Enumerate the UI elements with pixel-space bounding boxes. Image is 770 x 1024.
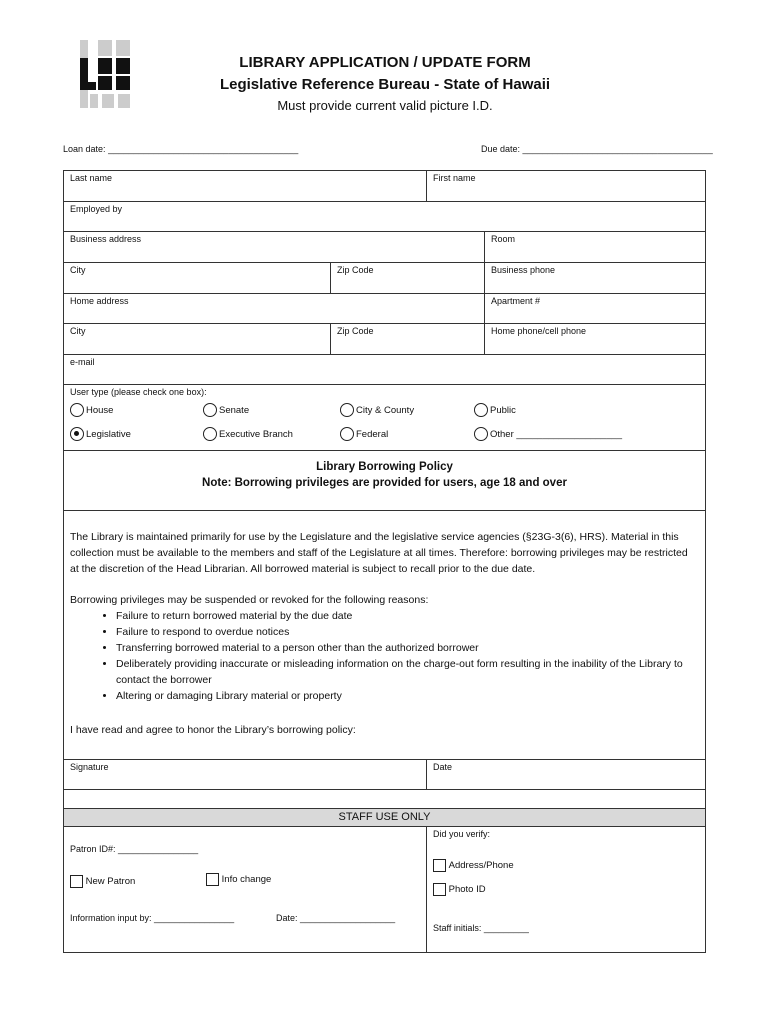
user-type-senate[interactable]: Senate xyxy=(203,403,249,417)
list-item: • Altering or damaging Library material or property xyxy=(116,688,699,704)
radio-city-county[interactable] xyxy=(340,403,354,417)
user-type-other[interactable]: Other ____________________ xyxy=(474,427,622,441)
signature-row xyxy=(64,760,705,790)
id-requirement: Must provide current valid picture I.D. xyxy=(277,98,493,113)
radio-public[interactable] xyxy=(474,403,488,417)
patron-id-field[interactable]: Patron ID#: ________________ xyxy=(70,844,199,854)
loan-date-line[interactable]: ______________________________________ xyxy=(108,144,299,154)
home-zip-field[interactable]: Zip Code xyxy=(330,324,484,354)
first-name-field[interactable]: First name xyxy=(426,171,705,201)
policy-paragraph: The Library is maintained primarily for use by the Legislature and the legislative service agencies (§23G-3(6), HRS). Material in this collection must be available to the members and staff of the Legislature at all times. Therefore: borrowing privileges may be restricted at the discretion of the Head Librarian. All borrowed material is subject to recall prior to the due date. xyxy=(70,531,688,575)
policy-header-row xyxy=(64,451,705,511)
loan-date[interactable] xyxy=(63,144,298,154)
employer-row xyxy=(64,202,705,232)
info-change-option[interactable]: Info change xyxy=(206,873,271,886)
checkbox-info-change[interactable] xyxy=(206,873,219,886)
home-address-field[interactable]: Home address xyxy=(70,296,129,306)
business-city-field[interactable]: City xyxy=(70,265,86,275)
list-item: • Deliberately providing inaccurate or misleading information on the charge-out form resulting in the inability of the Library to contact the borrower xyxy=(116,656,699,688)
form-subtitle: Legislative Reference Bureau - State of Hawaii xyxy=(219,76,551,93)
email-field[interactable]: e-mail xyxy=(70,357,95,367)
user-type-public[interactable]: Public xyxy=(474,403,516,417)
staff-left xyxy=(64,827,426,952)
business-city-row xyxy=(64,263,705,294)
list-item: • Failure to return borrowed material by the due date xyxy=(116,608,699,624)
home-city-row xyxy=(64,324,705,355)
policy-age-note: Note: Borrowing privileges are provided for users, age 18 and over xyxy=(202,477,567,489)
policy-reasons-intro: Borrowing privileges may be suspended or revoked for the following reasons: xyxy=(70,594,429,606)
home-address-row xyxy=(64,294,705,324)
apartment-field[interactable]: Apartment # xyxy=(484,294,705,323)
radio-federal[interactable] xyxy=(340,427,354,441)
new-patron-option[interactable]: New Patron xyxy=(70,875,135,888)
signature-field[interactable]: Signature xyxy=(70,762,109,772)
due-date[interactable] xyxy=(481,144,713,154)
due-date-label: Due date: xyxy=(481,144,521,154)
home-city-field[interactable]: City xyxy=(70,326,86,336)
verify-address-option[interactable]: Address/Phone xyxy=(433,859,514,872)
staff-section xyxy=(64,827,705,952)
list-item: • Transferring borrowed material to a person other than the authorized borrower xyxy=(116,640,699,656)
staff-use-heading: STAFF USE ONLY xyxy=(64,809,705,827)
policy-agreement: I have read and agree to honor the Library’s borrowing policy: xyxy=(70,724,356,736)
input-by-field[interactable]: Information input by: ________________ xyxy=(70,913,235,923)
user-type-federal[interactable]: Federal xyxy=(340,427,388,441)
name-row xyxy=(64,171,705,202)
user-type-legislative[interactable]: Legislative xyxy=(70,427,131,441)
checkbox-address-phone[interactable] xyxy=(433,859,446,872)
employed-by-field[interactable]: Employed by xyxy=(70,204,123,214)
radio-senate[interactable] xyxy=(203,403,217,417)
user-type-row xyxy=(64,385,705,451)
last-name-field[interactable]: Last name xyxy=(70,173,113,183)
policy-reasons-list xyxy=(70,608,699,704)
email-row xyxy=(64,355,705,385)
list-item: • Failure to respond to overdue notices xyxy=(116,624,699,640)
signature-date-field[interactable]: Date xyxy=(426,760,705,789)
home-phone-field[interactable]: Home phone/cell phone xyxy=(484,324,705,354)
policy-heading: Library Borrowing Policy xyxy=(316,461,453,473)
business-phone-field[interactable]: Business phone xyxy=(484,263,705,293)
form-title: LIBRARY APPLICATION / UPDATE FORM xyxy=(239,54,531,71)
verify-photo-option[interactable]: Photo ID xyxy=(433,883,486,896)
spacer-row xyxy=(64,790,705,809)
user-type-label: User type (please check one box): xyxy=(70,387,207,397)
staff-date-field[interactable]: Date: ___________________ xyxy=(276,913,396,923)
business-address-field[interactable]: Business address xyxy=(70,234,142,244)
radio-house[interactable] xyxy=(70,403,84,417)
checkbox-new-patron[interactable] xyxy=(70,875,83,888)
staff-initials-field[interactable]: Staff initials: _________ xyxy=(433,923,529,933)
checkbox-photo-id[interactable] xyxy=(433,883,446,896)
user-type-executive[interactable]: Executive Branch xyxy=(203,427,293,441)
loan-date-label: Loan date: xyxy=(63,144,106,154)
application-form xyxy=(63,170,706,953)
radio-other[interactable] xyxy=(474,427,488,441)
radio-legislative[interactable] xyxy=(70,427,84,441)
radio-executive[interactable] xyxy=(203,427,217,441)
due-date-line[interactable]: ______________________________________ xyxy=(522,144,713,154)
room-field[interactable]: Room xyxy=(484,232,705,262)
business-zip-field[interactable]: Zip Code xyxy=(330,263,484,293)
business-address-row xyxy=(64,232,705,263)
user-type-house[interactable]: House xyxy=(70,403,113,417)
staff-right xyxy=(426,827,705,952)
user-type-city-county[interactable]: City & County xyxy=(340,403,414,417)
verify-label: Did you verify: xyxy=(433,829,491,839)
policy-body xyxy=(64,511,705,760)
